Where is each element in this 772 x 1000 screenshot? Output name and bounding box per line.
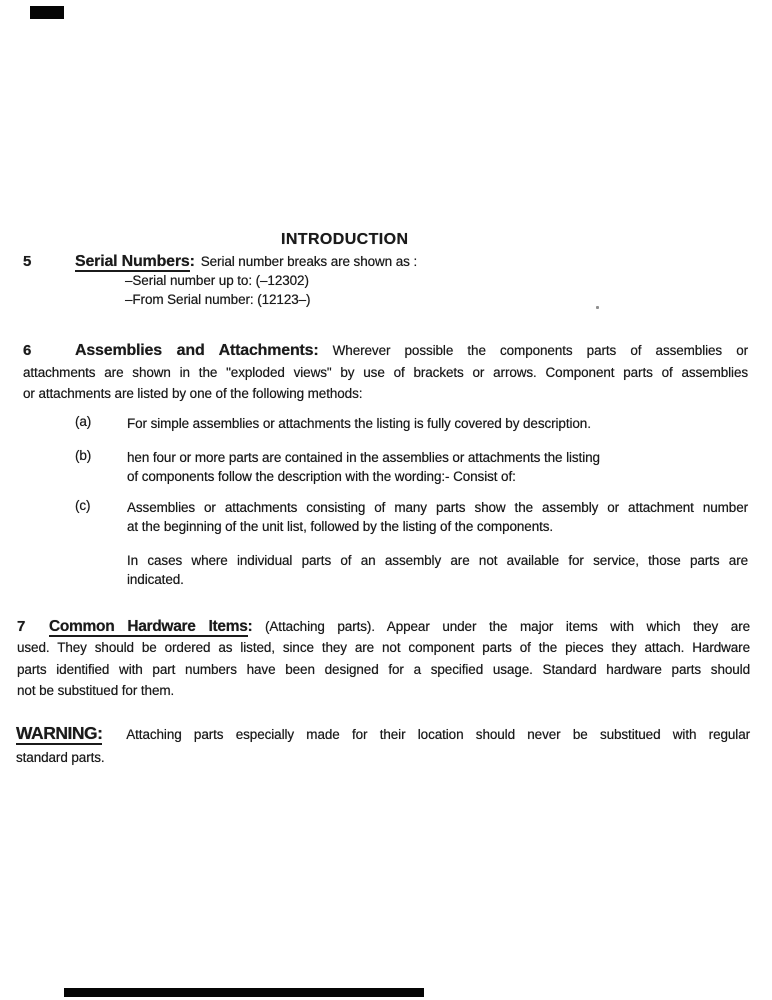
paragraph-line: not be substitued for them. [17,682,175,698]
list-item-text [127,448,748,487]
paragraph-line: used. They should be ordered as listed, since they are not component parts of the pieces they attach. Hardware [17,640,750,656]
list-item-line: hen four or more parts are contained in the assemblies or attachments the listing [127,450,600,465]
warning-text: Attaching parts especially made for their location should never be substitued with regular [126,727,750,742]
paragraph-text: Wherever possible the components parts of assemblies or [332,343,749,358]
paragraph-text: (Attaching parts). Appear under the major items with which they are [265,619,750,634]
list-item-text [127,414,748,433]
list-item-line: at the beginning of the unit list, followed by the listing of the components. [127,519,554,535]
section-heading: Serial Numbers [75,253,190,270]
warning-heading: WARNING: [16,723,103,743]
paragraph-line: or attachments are listed by one of the following methods: [23,386,363,401]
list-item-text [127,498,748,537]
section-number: 5 [23,253,32,270]
paragraph-line: indicated. [127,572,184,588]
paragraph-line: attachments are shown in the "exploded views" by use of brackets or arrows. Component parts of assemblies [23,364,748,380]
list-item-label: (a) [75,414,92,429]
warning-line [16,722,750,747]
paragraph-line: In cases where individual parts of an assembly are not available for service, those parts are [127,553,748,568]
paragraph-line: parts identified with part numbers have been designed for a specified usage. Standard hardware parts should [17,661,750,677]
section-serial-numbers [23,253,748,271]
list-item-line: of components follow the description with the wording:- Consist of: [127,469,516,485]
list-item-line: Assemblies or attachments consisting of many parts show the assembly or attachment number [127,500,748,515]
serial-number-break-lines [125,272,310,309]
section-common-hardware-items [17,616,750,701]
warning-line: standard parts. [16,749,105,765]
section-heading: Assemblies and Attachments: [75,342,319,359]
paragraph-line [23,340,748,362]
list-item-label: (b) [75,448,92,463]
section-lead-text: Serial number breaks are shown as : [200,254,418,269]
section-number: 6 [23,342,32,359]
list-item-label: (c) [75,498,91,513]
scan-artifact-top-left [30,6,64,19]
section-assemblies-attachments [23,340,748,405]
serial-break-line: –From Serial number: (12123–) [125,291,311,307]
warning-block [16,722,750,769]
scan-artifact-dot [596,306,599,309]
scan-artifact-bottom-bar [64,988,424,997]
serial-break-line: –Serial number up to: (–12302) [125,273,309,288]
section-heading: Common Hardware Items [49,618,248,635]
list-item-c [75,498,748,537]
section-number: 7 [17,618,26,635]
list-item-a [75,414,748,433]
heading-colon: : [247,618,253,635]
list-item-line: For simple assemblies or attachments the listing is fully covered by description. [127,416,591,431]
heading-colon: : [189,253,195,270]
page-title: INTRODUCTION [281,231,409,248]
availability-note [127,551,748,590]
list-item-b [75,448,748,487]
paragraph-line [17,616,750,637]
